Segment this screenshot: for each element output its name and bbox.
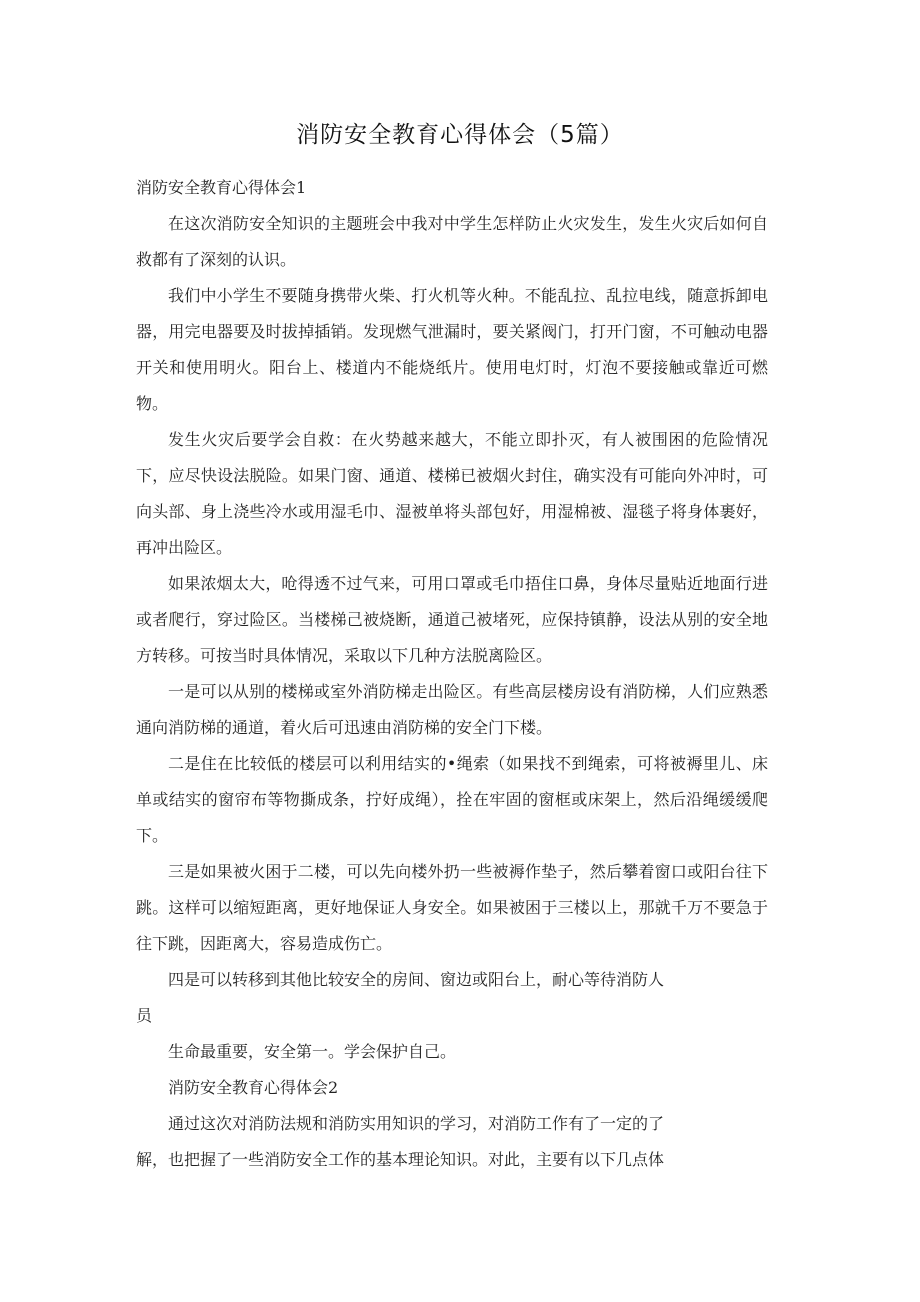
section2-line-1: 通过这次对消防法规和消防实用知识的学习，对消防工作有了一定的了 xyxy=(168,1114,665,1133)
paragraph-four-line-1: 四是可以转移到其他比较安全的房间、窗边或阳台上，耐心等待消防人 xyxy=(168,970,665,989)
paragraph: 在这次消防安全知识的主题班会中我对中学生怎样防止火灾发生，发生火灾后如何自救都有了深刻的认识。 xyxy=(136,214,768,269)
paragraph: 二是住在比较低的楼层可以利用结实的•绳索（如果找不到绳索，可将被褥里儿、床单或结实的窗帘布等物撕成条，拧好成绳），拴在牢固的窗框或床架上，然后沿绳缓缓爬下。 xyxy=(136,754,768,845)
paragraph: 我们中小学生不要随身携带火柴、打火机等火种。不能乱拉、乱拉电线，随意拆卸电器，用完电器要及时拔掉插销。发现燃气泄漏时，要关紧阀门，打开门窗，不可触动电器开关和使用明火。阳台上、楼道内不能烧纸片。使用电灯时，灯泡不要接触或靠近可燃物。 xyxy=(136,286,768,413)
paragraph-four-line-2: 员 xyxy=(136,1006,153,1025)
paragraph: 三是如果被火困于二楼，可以先向楼外扔一些被褥作垫子，然后攀着窗口或阳台往下跳。这样可以缩短距离，更好地保证人身安全。如果被困于三楼以上，那就千万不要急于往下跳，因距离大，容易造成伤亡。 xyxy=(136,862,768,953)
paragraph: 如果浓烟太大，呛得透不过气来，可用口罩或毛巾捂住口鼻，身体尽量贴近地面行进或者爬行，穿过险区。当楼梯己被烧断，通道己被堵死，应保持镇静，设法从别的安全地方转移。可按当时具体情况，采取以下几种方法脱离险区。 xyxy=(136,574,768,665)
paragraph: 一是可以从别的楼梯或室外消防梯走出险区。有些高层楼房设有消防梯，人们应熟悉通向消防梯的通道，着火后可迅速由消防梯的安全门下楼。 xyxy=(136,682,768,737)
closing-line: 生命最重要，安全第一。学会保护自己。 xyxy=(168,1042,457,1061)
section2-line-2: 解，也把握了一些消防安全工作的基本理论知识。对此，主要有以下几点体 xyxy=(136,1150,665,1169)
document-body xyxy=(136,170,768,1178)
document-title: 消防安全教育心得体会（5篇） xyxy=(296,122,624,148)
section-heading-1: 消防安全教育心得体会1 xyxy=(136,178,307,197)
section-heading-2: 消防安全教育心得体会2 xyxy=(168,1078,339,1097)
paragraph: 发生火灾后要学会自救：在火势越来越大，不能立即扑灭，有人被围困的危险情况下，应尽快设法脱险。如果门窗、通道、楼梯已被烟火封住，确实没有可能向外冲时，可向头部、身上浇些冷水或用湿毛巾、湿被单将头部包好，用湿棉被、湿毯子将身体裹好，再冲出险区。 xyxy=(136,430,768,557)
